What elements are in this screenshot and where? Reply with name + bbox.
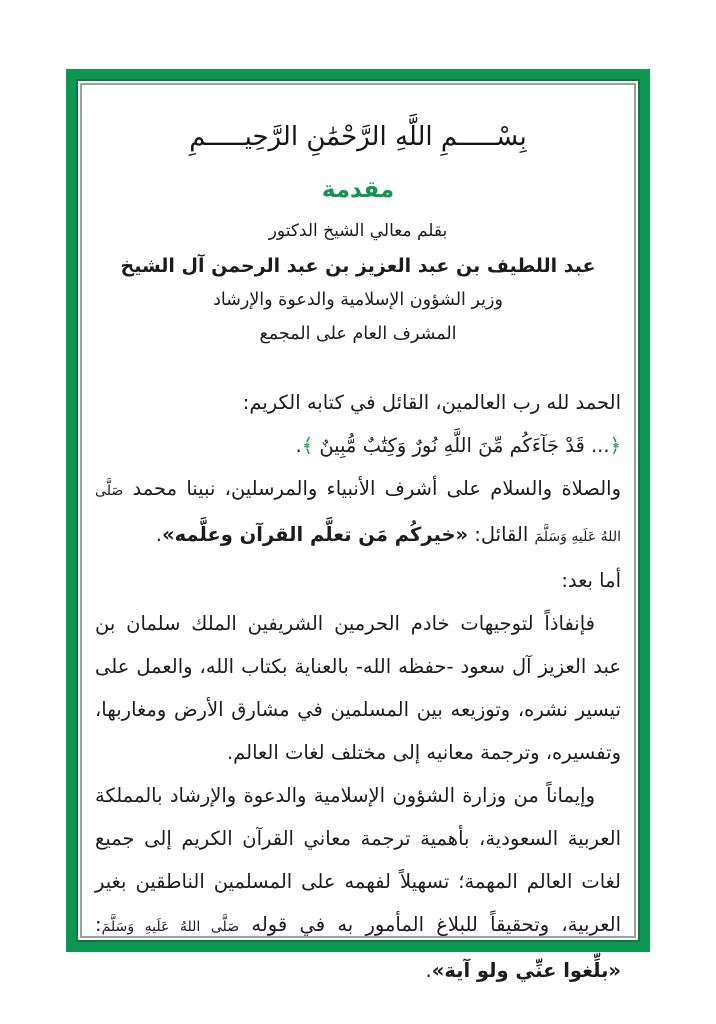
ministry-text-before: وإيماناً من وزارة الشؤون الإسلامية والدعوة والإرشاد بالمملكة العربية السعودية، بأهمية ترجمة معاني القرآن الكريم إلى جميع لغات العالم المهمة؛ تسهيلاً لفهمه على المسلمين الناطقين بغير العربية، وتحقيقاً للبلاغ المأمور به في قوله	[95, 784, 621, 936]
verse-open-ornament-icon: ﴿	[609, 434, 621, 457]
chapter-title: مقدمة	[321, 177, 395, 203]
bismillah-calligraphy: بِسْـــــمِ اللَّهِ الرَّحْمَٰنِ الرَّحِيـــــمِ	[189, 122, 527, 152]
quran-verse	[95, 424, 621, 467]
page-content-area	[80, 83, 636, 982]
hadith-paragraph	[95, 467, 621, 559]
paragraph-ministry	[95, 774, 621, 992]
paragraph-royal-directives: فإنفاذاً لتوجيهات خادم الحرمين الشريفين الملك سلمان بن عبد العزيز آل سعود -حفظه الله- بالعناية بكتاب الله، والعمل على تيسير نشره، وتوزيعه بين المسلمين في مشارق الأرض ومغاربها، وتفسيره، وترجمة معانيه إلى مختلف لغات العالم.	[95, 612, 621, 764]
hadith-quote-balligu: «بلِّغوا عنِّي ولو آية»	[431, 959, 621, 982]
author-role-minister: وزير الشؤون الإسلامية والدعوة والإرشاد	[213, 290, 503, 310]
byline: بقلم معالي الشيخ الدكتور	[268, 221, 448, 241]
hadith-period: .	[155, 523, 162, 546]
verse-text: ... قَدْ جَآءَكُم مِّنَ اللَّهِ نُورٌ وَكِتَٰبٌ مُّبِينٌ	[313, 434, 610, 457]
ministry-colon: :	[95, 913, 102, 936]
hadith-text-middle: القائل:	[468, 523, 535, 546]
author-role-supervisor: المشرف العام على المجمع	[259, 324, 457, 344]
hadith-text-before: والصلاة والسلام على أشرف الأنبياء والمرسلين، نبينا محمد	[123, 477, 621, 500]
opening-line: الحمد لله رب العالمين، القائل في كتابه الكريم:	[242, 391, 621, 414]
amma-baad: أما بعد:	[561, 569, 621, 592]
verse-period: .	[295, 434, 302, 457]
page-frame	[66, 69, 650, 982]
salutation-ligature-2: صَلَّى اللهُ عَلَيهِ وَسَلَّمَ	[101, 919, 240, 935]
hadith-quote: «خيركُم مَن تعلَّم القرآن وعلَّمه»	[161, 523, 469, 546]
body-text	[95, 381, 621, 992]
ministry-period: .	[425, 959, 432, 982]
verse-close-ornament-icon: ﴾	[301, 434, 314, 457]
salutation-ligature: صَلَّى اللهُ عَلَيهِ وَسَلَّمَ	[95, 483, 621, 545]
author-name: عبد اللطيف بن عبد العزيز بن عبد الرحمن آل الشيخ	[120, 255, 596, 277]
